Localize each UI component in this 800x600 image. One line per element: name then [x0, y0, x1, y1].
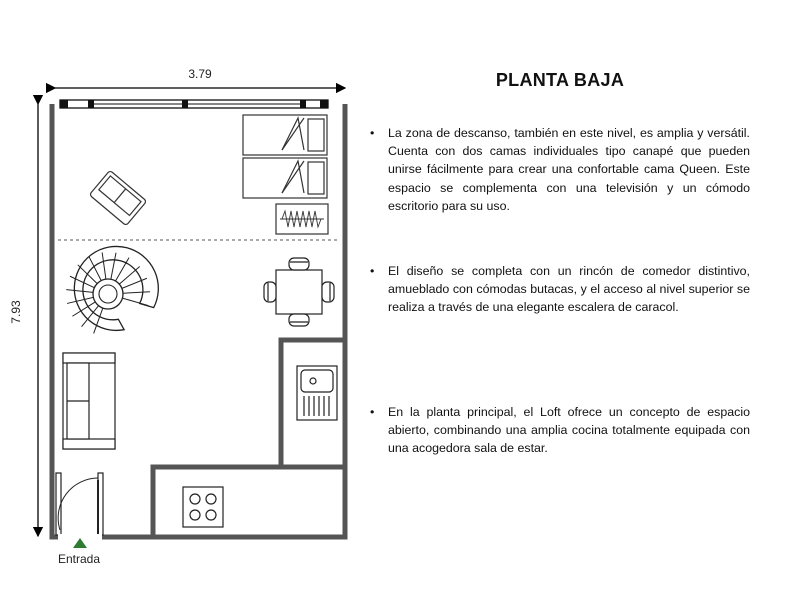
- height-dimension: [9, 104, 38, 536]
- floor-plan: [0, 0, 360, 600]
- description-text: En la planta principal, el Loft ofrece un concepto de espacio abierto, combinando una amplia cocina totalmente equipada con una acogedora sala de estar.: [388, 405, 750, 456]
- description-dining-zone: [368, 262, 750, 317]
- width-label: 3.79: [188, 67, 212, 81]
- bullet-icon: •: [370, 405, 375, 419]
- description-text: El diseño se completa con un rincón de comedor distintivo, amueblado con cómodas butacas, y el acceso al nivel superior se realiza a través de una elegante escalera de caracol.: [388, 264, 750, 315]
- bed-lower: [243, 158, 327, 198]
- desk-tv: [276, 204, 328, 234]
- entrance-label: Entrada: [58, 552, 101, 566]
- page-title: PLANTA BAJA: [495, 70, 625, 90]
- bullet-icon: •: [370, 264, 375, 278]
- bed-upper: [243, 115, 327, 155]
- width-dimension: [55, 67, 345, 88]
- description-main-floor: [368, 403, 750, 458]
- bullet-icon: •: [370, 126, 375, 140]
- list-item: [368, 262, 750, 317]
- window: [60, 100, 328, 108]
- entrance-door: [56, 473, 103, 537]
- sink-unit: [297, 366, 337, 420]
- description-text: La zona de descanso, también en este nivel, es amplia y versátil. Cuenta con dos camas individuales tipo canapé que pueden unirse fácilmente para crear una confortable cama Queen. Este espacio se complementa con una televisión y un cómodo escritorio para su uso.: [388, 126, 750, 213]
- description-rest-zone: [368, 124, 750, 215]
- list-item: [368, 124, 750, 215]
- list-item: [368, 403, 750, 458]
- dining-set: [264, 258, 334, 326]
- cooktop: [183, 487, 223, 527]
- height-label: 7.93: [9, 300, 23, 324]
- sofa: [63, 353, 115, 449]
- spiral-staircase: [66, 246, 158, 333]
- armchair: [89, 170, 146, 225]
